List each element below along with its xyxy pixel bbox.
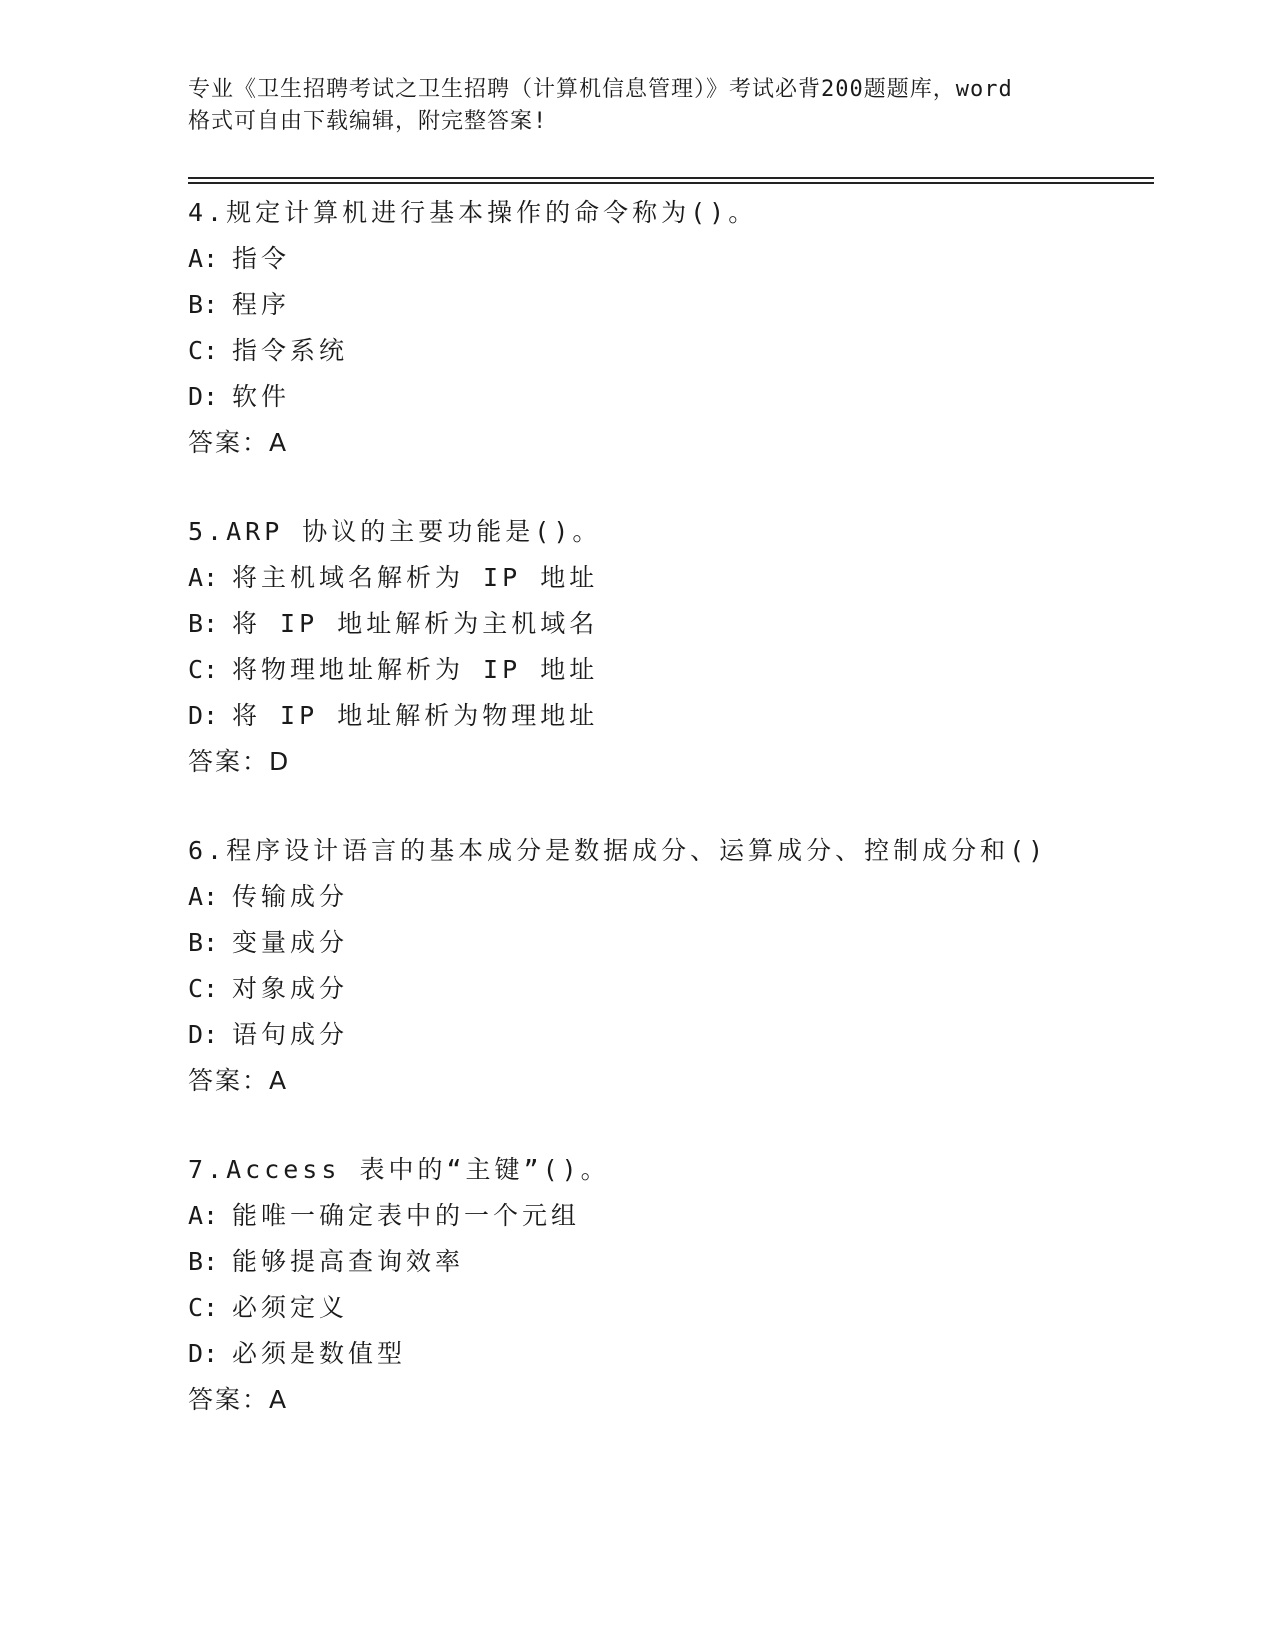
option-text: 对象成分 [232,974,349,1003]
answer-line: 答案：A [188,428,289,457]
option-text: 指令系统 [232,336,349,365]
option-letter: D: [188,1020,219,1049]
option-letter: A: [188,882,219,911]
option-text: 将 IP 地址解析为主机域名 [232,609,599,638]
question-stem: 4.规定计算机进行基本操作的命令称为()。 [188,198,758,227]
option-letter: B: [188,1247,219,1276]
option-a [188,236,1148,282]
option-b [188,920,1148,966]
option-letter: B: [188,609,219,638]
option-b [188,1239,1148,1285]
option-text: 传输成分 [232,882,349,911]
option-a [188,1193,1148,1239]
option-text: 将 IP 地址解析为物理地址 [232,701,599,730]
option-d [188,1012,1148,1058]
option-letter: C: [188,336,219,365]
question-stem: 6.程序设计语言的基本成分是数据成分、运算成分、控制成分和() [188,836,1048,865]
option-letter: B: [188,290,219,319]
option-b [188,282,1148,328]
option-d [188,374,1148,420]
option-c [188,647,1148,693]
option-d [188,693,1148,739]
option-text: 指令 [232,244,291,273]
option-c [188,966,1148,1012]
option-text: 将主机域名解析为 IP 地址 [232,563,599,592]
option-letter: D: [188,1339,219,1368]
question-stem: 7.Access 表中的“主键”()。 [188,1155,610,1184]
option-text: 软件 [232,382,291,411]
option-text: 程序 [232,290,291,319]
option-text: 语句成分 [232,1020,349,1049]
option-letter: A: [188,1201,219,1230]
header-divider-top [188,177,1154,179]
option-text: 必须定义 [232,1293,349,1322]
option-letter: C: [188,974,219,1003]
answer-line: 答案：D [188,747,291,776]
option-letter: C: [188,655,219,684]
option-letter: D: [188,701,219,730]
option-letter: D: [188,382,219,411]
document-header [188,74,1088,138]
option-text: 能唯一确定表中的一个元组 [232,1201,581,1230]
option-text: 能够提高查询效率 [232,1247,465,1276]
question-4 [188,190,1148,466]
option-text: 将物理地址解析为 IP 地址 [232,655,599,684]
option-a [188,555,1148,601]
option-a [188,874,1148,920]
question-stem: 5.ARP 协议的主要功能是()。 [188,517,602,546]
option-letter: A: [188,563,219,592]
header-line-2: 格式可自由下载编辑，附完整答案! [188,109,548,134]
option-letter: B: [188,928,219,957]
option-letter: C: [188,1293,219,1322]
option-text: 必须是数值型 [232,1339,407,1368]
option-text: 变量成分 [232,928,349,957]
option-letter: A: [188,244,219,273]
option-c [188,328,1148,374]
option-d [188,1331,1148,1377]
answer-line: 答案：A [188,1066,289,1095]
header-line-1: 专业《卫生招聘考试之卫生招聘（计算机信息管理）》考试必背200题题库，word [188,77,1013,102]
question-5 [188,509,1148,785]
question-6 [188,828,1148,1104]
option-b [188,601,1148,647]
answer-line: 答案：A [188,1385,289,1414]
question-list [188,190,1148,1423]
option-c [188,1285,1148,1331]
header-divider-bottom [188,182,1154,184]
question-7 [188,1147,1148,1423]
